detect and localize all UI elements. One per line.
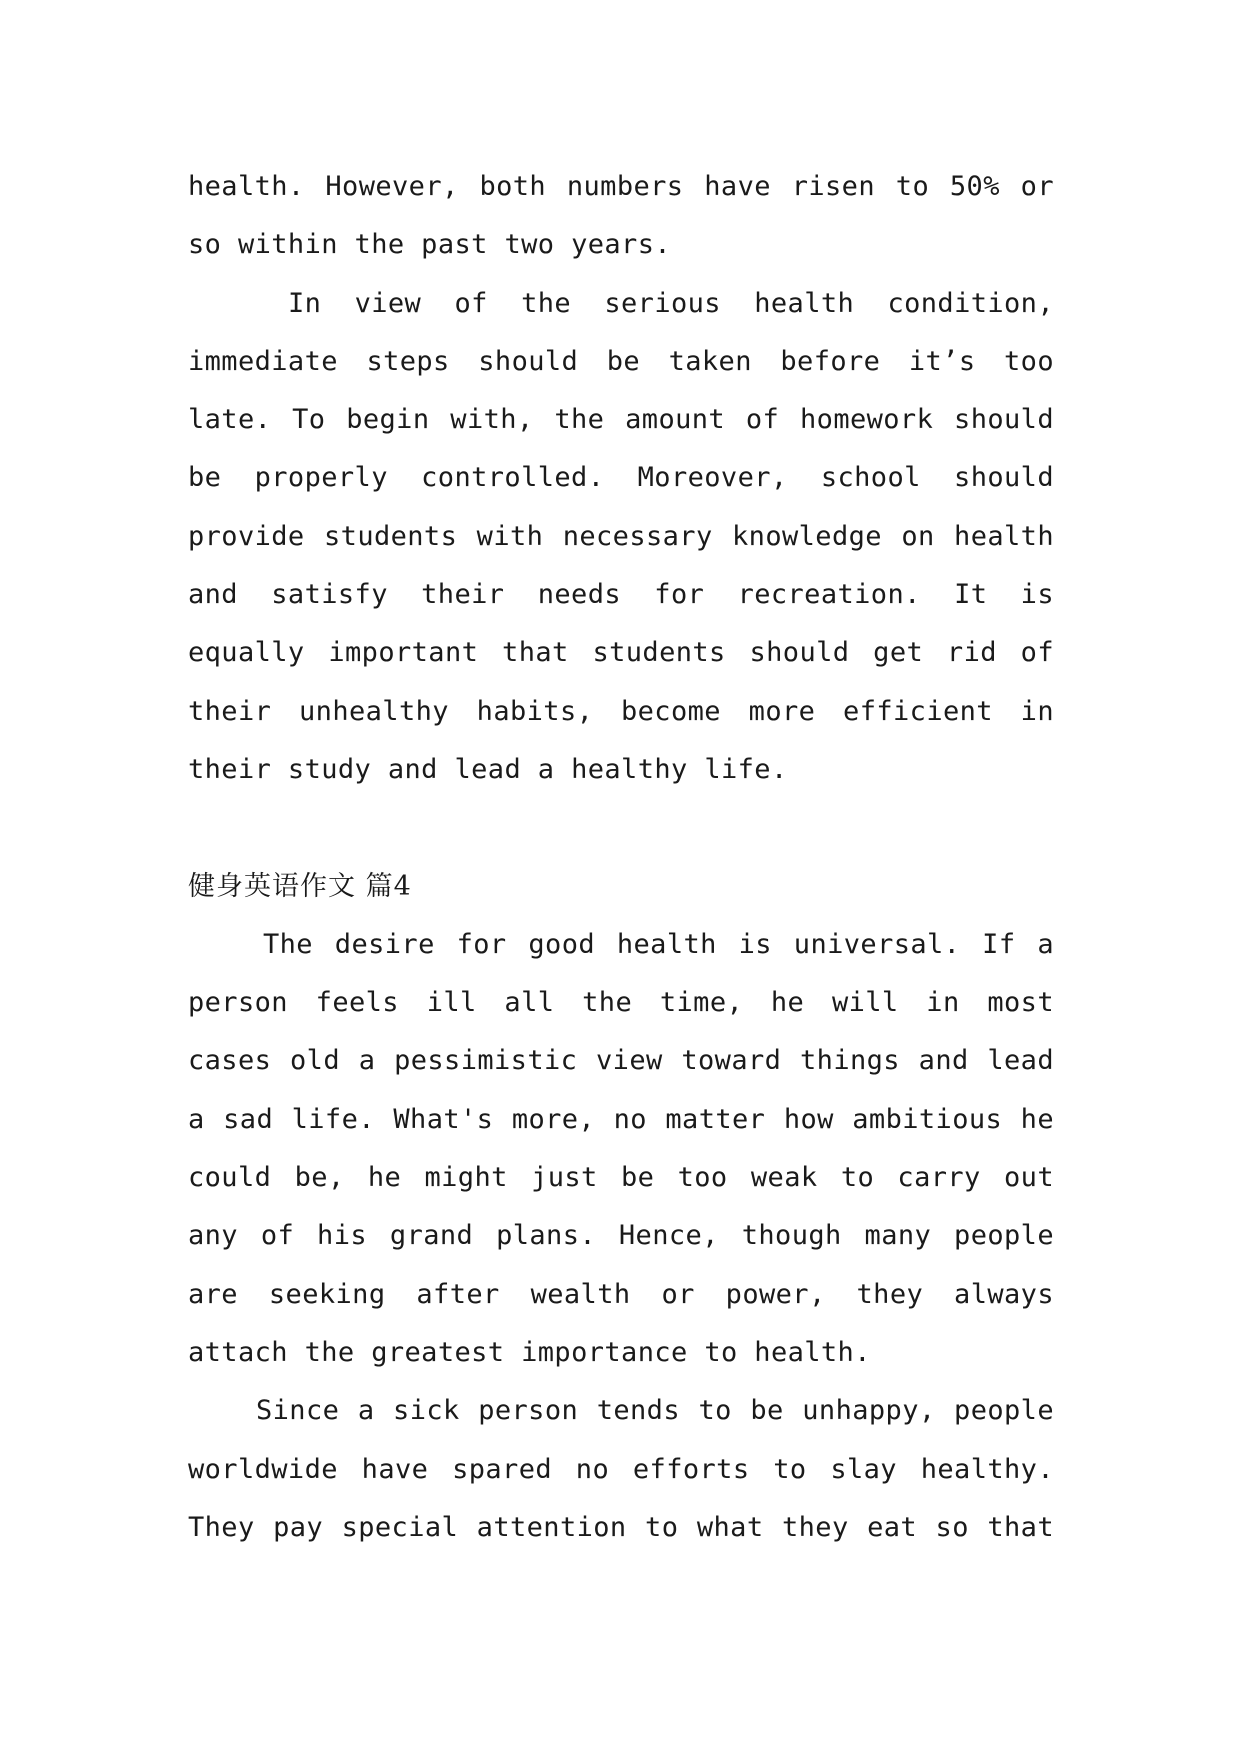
text-line: In view of the serious health condition, <box>288 287 1054 319</box>
text-line: a sad life. What's more, no matter how ambitious he <box>188 1103 1054 1135</box>
paragraph-sick-person <box>188 1382 1054 1557</box>
text-line: so within the past two years. <box>188 229 672 261</box>
text-line: attach the greatest importance to health. <box>188 1336 871 1368</box>
section-heading: 健身英语作文 篇4 <box>188 870 412 902</box>
text-line: person feels ill all the time, he will in most <box>188 987 1054 1019</box>
paragraph-health-numbers <box>188 158 1054 275</box>
text-line: any of his grand plans. Hence, though many people <box>188 1220 1054 1252</box>
text-line: equally important that students should get rid of <box>188 637 1054 669</box>
text-line: Since a sick person tends to be unhappy, people <box>256 1395 1054 1427</box>
text-line: their unhealthy habits, become more efficient in <box>188 695 1054 727</box>
text-line: could be, he might just be too weak to carry out <box>188 1162 1054 1194</box>
text-line: provide students with necessary knowledge on health <box>188 520 1054 552</box>
document-page <box>188 158 1054 1557</box>
text-line: They pay special attention to what they eat so that <box>188 1511 1054 1543</box>
text-line: and satisfy their needs for recreation. It is <box>188 579 1054 611</box>
text-line: The desire for good health is universal. If a <box>263 928 1054 960</box>
text-line: cases old a pessimistic view toward things and lead <box>188 1045 1054 1077</box>
text-line: immediate steps should be taken before it’s too <box>188 345 1054 377</box>
text-line: their study and lead a healthy life. <box>188 753 788 785</box>
text-line: late. To begin with, the amount of homework should <box>188 404 1054 436</box>
text-line: health. However, both numbers have risen to 50% or <box>188 171 1054 202</box>
text-line: worldwide have spared no efforts to slay healthy. <box>188 1453 1054 1485</box>
paragraph-desire-for-health <box>188 916 1054 1382</box>
paragraph-immediate-steps <box>188 275 1054 800</box>
text-line: are seeking after wealth or power, they always <box>188 1278 1054 1310</box>
text-line: be properly controlled. Moreover, school should <box>188 462 1054 494</box>
